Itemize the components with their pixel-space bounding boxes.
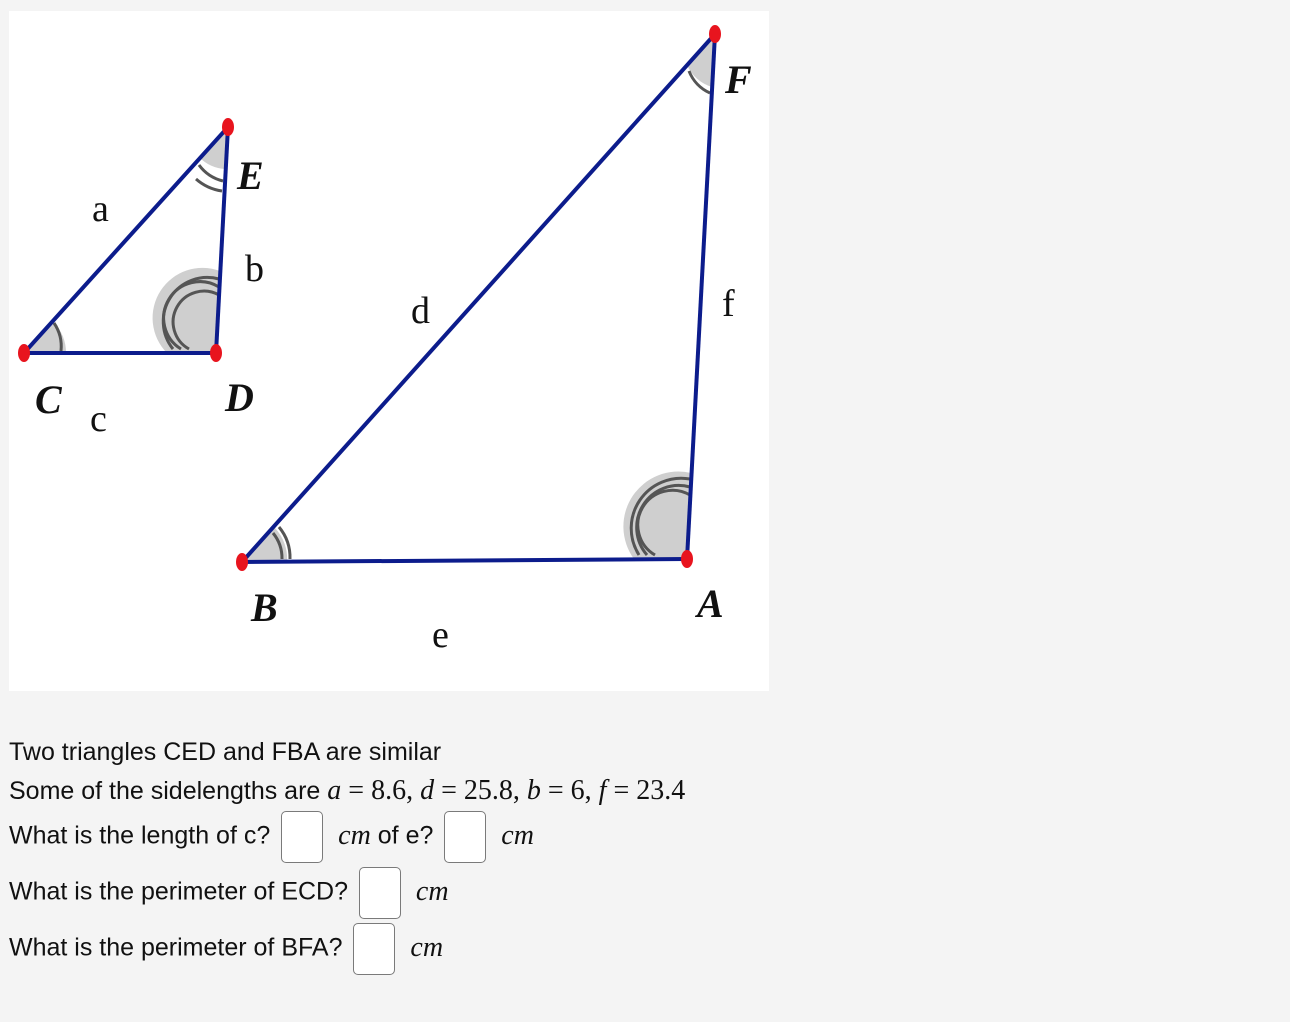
triangle-fba — [236, 25, 721, 571]
label-side-c: c — [90, 398, 107, 440]
problem-sides — [9, 776, 685, 806]
val-f: 23.4 — [636, 775, 686, 806]
side-d — [242, 34, 715, 562]
question-perimeter-ecd — [9, 867, 449, 919]
answer-ecd-input[interactable] — [359, 867, 401, 919]
label-vertex-c: C — [35, 377, 62, 422]
question-bfa-text: What is the perimeter of BFA? — [9, 933, 343, 962]
answer-e-input[interactable] — [444, 811, 486, 863]
question-perimeter-bfa — [9, 923, 443, 975]
unit-c: cm — [338, 819, 371, 851]
val-d: 25.8 — [463, 775, 513, 806]
label-vertex-b: B — [251, 585, 278, 630]
var-d: d — [420, 775, 435, 806]
label-vertex-f: F — [725, 57, 752, 102]
label-side-d: d — [411, 290, 430, 332]
unit-e: cm — [501, 819, 534, 851]
angle-d-marker — [153, 268, 220, 353]
label-side-e: e — [432, 614, 449, 656]
label-vertex-d: D — [225, 375, 254, 420]
label-side-a: a — [92, 188, 109, 230]
answer-c-input[interactable] — [281, 811, 323, 863]
var-b: b — [526, 775, 541, 806]
question-ecd-text: What is the perimeter of ECD? — [9, 877, 349, 906]
unit-ecd: cm — [415, 875, 449, 907]
sides-values: a = 8.6, d = 25.8, b = 6, f = 23.4 — [327, 775, 686, 806]
question-e-text: of e? — [377, 821, 434, 850]
val-b: 6 — [570, 775, 585, 806]
triangle-figure — [9, 11, 769, 691]
label-side-b: b — [245, 248, 264, 290]
side-f — [687, 34, 715, 559]
vertex-f — [709, 25, 721, 43]
similar-triangles-diagram — [9, 11, 769, 691]
var-a: a — [327, 775, 342, 806]
vertex-a — [681, 550, 693, 568]
problem-intro — [9, 737, 441, 767]
unit-bfa: cm — [410, 931, 444, 963]
question-c-text: What is the length of c? — [9, 821, 271, 850]
val-a: 8.6 — [371, 775, 407, 806]
sides-prefix: Some of the sidelengths are — [9, 777, 321, 805]
label-vertex-e: E — [237, 153, 264, 198]
question-lengths — [9, 811, 534, 863]
intro-text: Two triangles CED and FBA are similar — [9, 738, 442, 766]
vertex-d — [210, 344, 222, 362]
vertex-b — [236, 553, 248, 571]
vertex-e — [222, 118, 234, 136]
vertex-c — [18, 344, 30, 362]
var-f: f — [598, 775, 607, 806]
answer-bfa-input[interactable] — [353, 923, 395, 975]
side-e — [242, 559, 687, 562]
label-side-f: f — [722, 283, 735, 325]
triangle-ced — [18, 118, 234, 362]
label-vertex-a: A — [697, 581, 724, 626]
